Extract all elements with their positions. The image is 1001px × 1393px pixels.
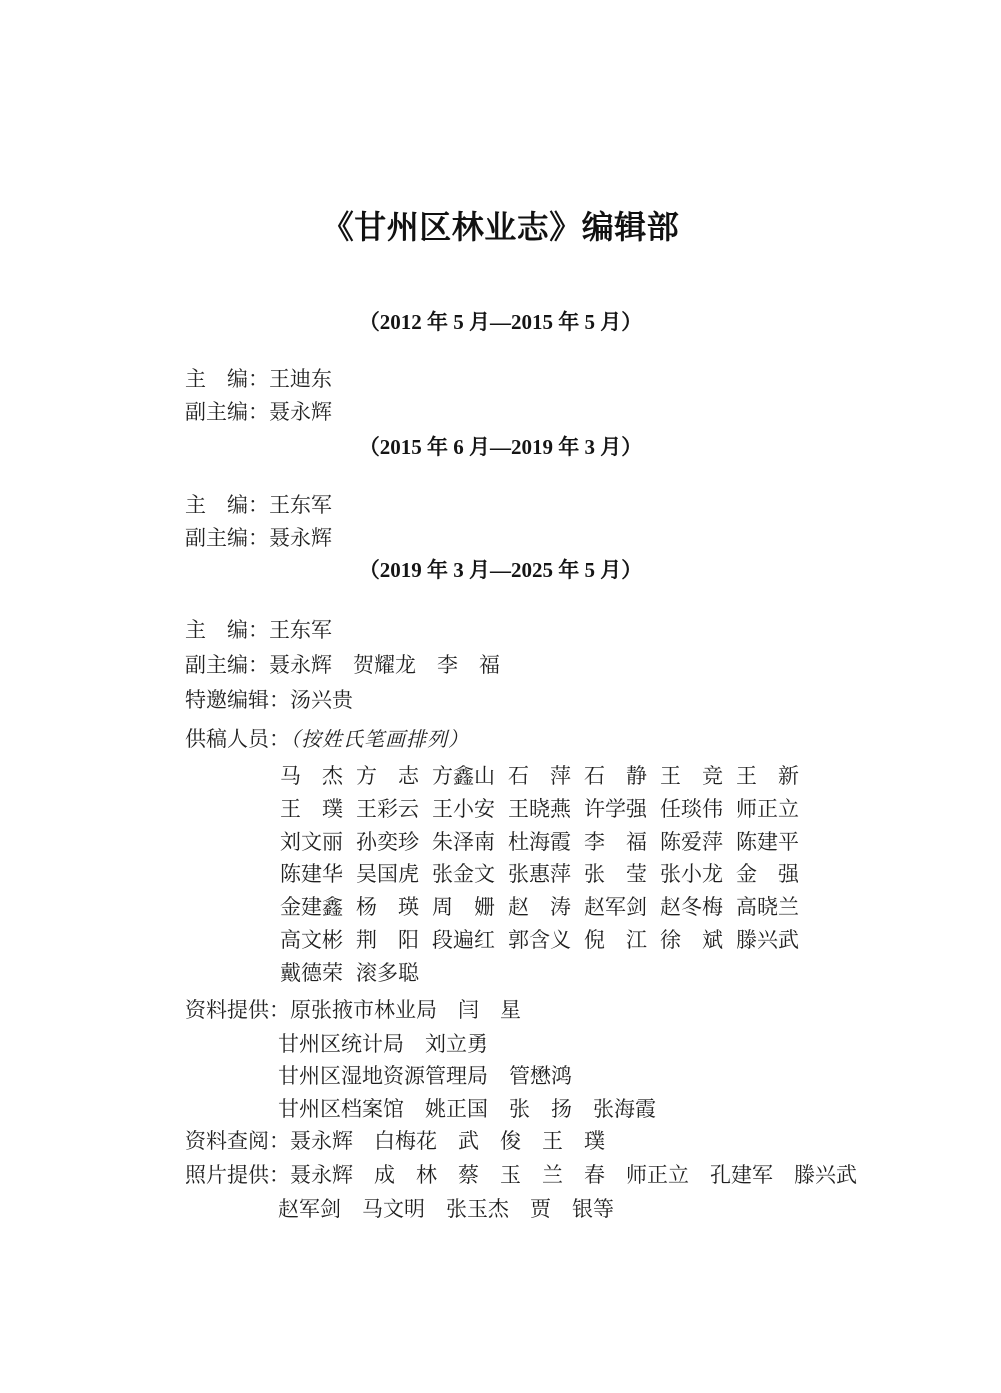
- contributor-row: [280, 793, 812, 826]
- special-invited-editor-label: 特邀编辑：: [185, 689, 290, 712]
- contributor-name: 张惠萍: [508, 862, 571, 887]
- contributor-name: 杜海霞: [508, 829, 571, 854]
- contributor-name: 滚多聪: [356, 960, 419, 985]
- period-2-date-range: （2015 年 6 月—2019 年 3 月）: [358, 435, 643, 459]
- contributor-name: 马 杰: [280, 764, 343, 788]
- contributor-name: 朱泽南: [432, 829, 495, 854]
- contributor-name: 张 莹: [584, 862, 647, 887]
- contributor-name: 李 福: [584, 829, 647, 854]
- contributor-name: 方鑫山: [432, 764, 495, 788]
- materials-review-line: [185, 1125, 605, 1155]
- contributor-name: 王 璞: [280, 796, 343, 821]
- period-3-date-range: （2019 年 3 月—2025 年 5 月）: [358, 558, 643, 582]
- contributor-name: 刘文丽: [280, 829, 343, 854]
- photos-provided-line: [185, 1159, 857, 1189]
- contributor-name: 师正立: [736, 796, 799, 821]
- materials-review-label: 资料查阅：: [185, 1130, 290, 1153]
- contributor-name: 石 萍: [508, 764, 571, 788]
- photos-provided-first: 聂永辉 成 林 蔡 玉 兰 春 师正立 孔建军 滕兴武: [290, 1163, 857, 1187]
- materials-provided-first: 原张掖市林业局 闫 星: [290, 998, 521, 1022]
- contributor-row: [280, 957, 812, 990]
- contributor-name: 吴国虎: [356, 862, 419, 887]
- contributors-label: 供稿人员：: [185, 728, 290, 751]
- contributor-name: 赵 涛: [508, 895, 571, 920]
- contributor-name: 石 静: [584, 764, 647, 788]
- special-invited-editor-line: [185, 684, 353, 714]
- contributor-name: 徐 斌: [660, 927, 723, 952]
- period-1-chief-editor-line: [185, 363, 332, 393]
- contributor-name: 郭含义: [508, 927, 571, 952]
- chief-editor-label: 主 编：: [185, 368, 269, 391]
- contributor-name: 高文彬: [280, 927, 343, 952]
- deputy-editor-label: 副主编：: [185, 654, 269, 677]
- contributor-name: 任琰伟: [660, 796, 723, 821]
- contributor-name: 周 姗: [432, 895, 495, 920]
- contributor-name: 金建鑫: [280, 895, 343, 920]
- contributor-name: 赵军剑: [584, 895, 647, 920]
- materials-provided-line: 甘州区湿地资源管理局 管懋鸿: [278, 1064, 572, 1088]
- contributor-name: 王小安: [432, 796, 495, 821]
- contributor-row: [280, 891, 812, 924]
- contributors-header-line: [185, 723, 469, 753]
- contributors-grid: [280, 760, 812, 990]
- period-1-date-range: （2012 年 5 月—2015 年 5 月）: [358, 310, 643, 334]
- contributor-name: 滕兴武: [736, 927, 799, 952]
- contributor-row: [280, 858, 812, 891]
- contributors-sort-note: （按姓氏笔画排列）: [290, 729, 469, 751]
- contributor-name: 陈建平: [736, 829, 799, 854]
- deputy-editor-label: 副主编：: [185, 527, 269, 550]
- contributor-name: 杨 瑛: [356, 895, 419, 920]
- materials-review-names: 聂永辉 白梅花 武 俊 王 璞: [290, 1129, 605, 1153]
- deputy-editor-name: 聂永辉: [269, 400, 332, 424]
- contributor-row: [280, 924, 812, 957]
- chief-editor-label: 主 编：: [185, 619, 269, 642]
- contributor-name: 荆 阳: [356, 927, 419, 952]
- contributor-name: 王彩云: [356, 796, 419, 821]
- contributor-name: 王晓燕: [508, 796, 571, 821]
- photos-provided-label: 照片提供：: [185, 1164, 290, 1187]
- contributor-row: [280, 826, 812, 859]
- chief-editor-label: 主 编：: [185, 494, 269, 517]
- period-3-deputy-editors-line: [185, 649, 500, 679]
- contributor-name: 陈爱萍: [660, 829, 723, 854]
- contributor-name: 张金文: [432, 862, 495, 887]
- contributor-name: 方 志: [356, 764, 419, 788]
- contributor-name: 金 强: [736, 862, 799, 887]
- contributor-name: 陈建华: [280, 862, 343, 887]
- chief-editor-name: 王东军: [269, 618, 332, 642]
- contributor-name: 赵冬梅: [660, 895, 723, 920]
- contributor-row: [280, 760, 812, 793]
- contributor-name: 倪 江: [584, 927, 647, 952]
- contributor-name: 王 竞: [660, 764, 723, 788]
- contributor-name: 张小龙: [660, 862, 723, 887]
- contributor-name: 戴德荣: [280, 960, 343, 985]
- materials-provided-line: 甘州区档案馆 姚正国 张 扬 张海霞: [278, 1097, 656, 1121]
- deputy-editor-name: 聂永辉: [269, 526, 332, 550]
- chief-editor-name: 王迪东: [269, 367, 332, 391]
- materials-provided-line: 甘州区统计局 刘立勇: [278, 1032, 488, 1056]
- period-3-chief-editor-line: [185, 614, 332, 644]
- photos-provided-line: 赵军剑 马文明 张玉杰 贾 银等: [278, 1197, 614, 1221]
- page-title: 《甘州区林业志》编辑部: [321, 209, 680, 245]
- deputy-editor-names: 聂永辉 贺耀龙 李 福: [269, 653, 500, 677]
- contributor-name: 王 新: [736, 764, 799, 788]
- materials-provided-label: 资料提供：: [185, 999, 290, 1022]
- period-1-deputy-editor-line: [185, 396, 332, 426]
- contributor-name: 段遍红: [432, 927, 495, 952]
- period-2-chief-editor-line: [185, 489, 332, 519]
- contributor-name: 高晓兰: [736, 895, 799, 920]
- period-2-deputy-editor-line: [185, 522, 332, 552]
- chief-editor-name: 王东军: [269, 493, 332, 517]
- deputy-editor-label: 副主编：: [185, 401, 269, 424]
- contributor-name: 许学强: [584, 796, 647, 821]
- contributor-name: 孙奕珍: [356, 829, 419, 854]
- materials-provided-line: [185, 994, 521, 1024]
- special-invited-editor-name: 汤兴贵: [290, 688, 353, 712]
